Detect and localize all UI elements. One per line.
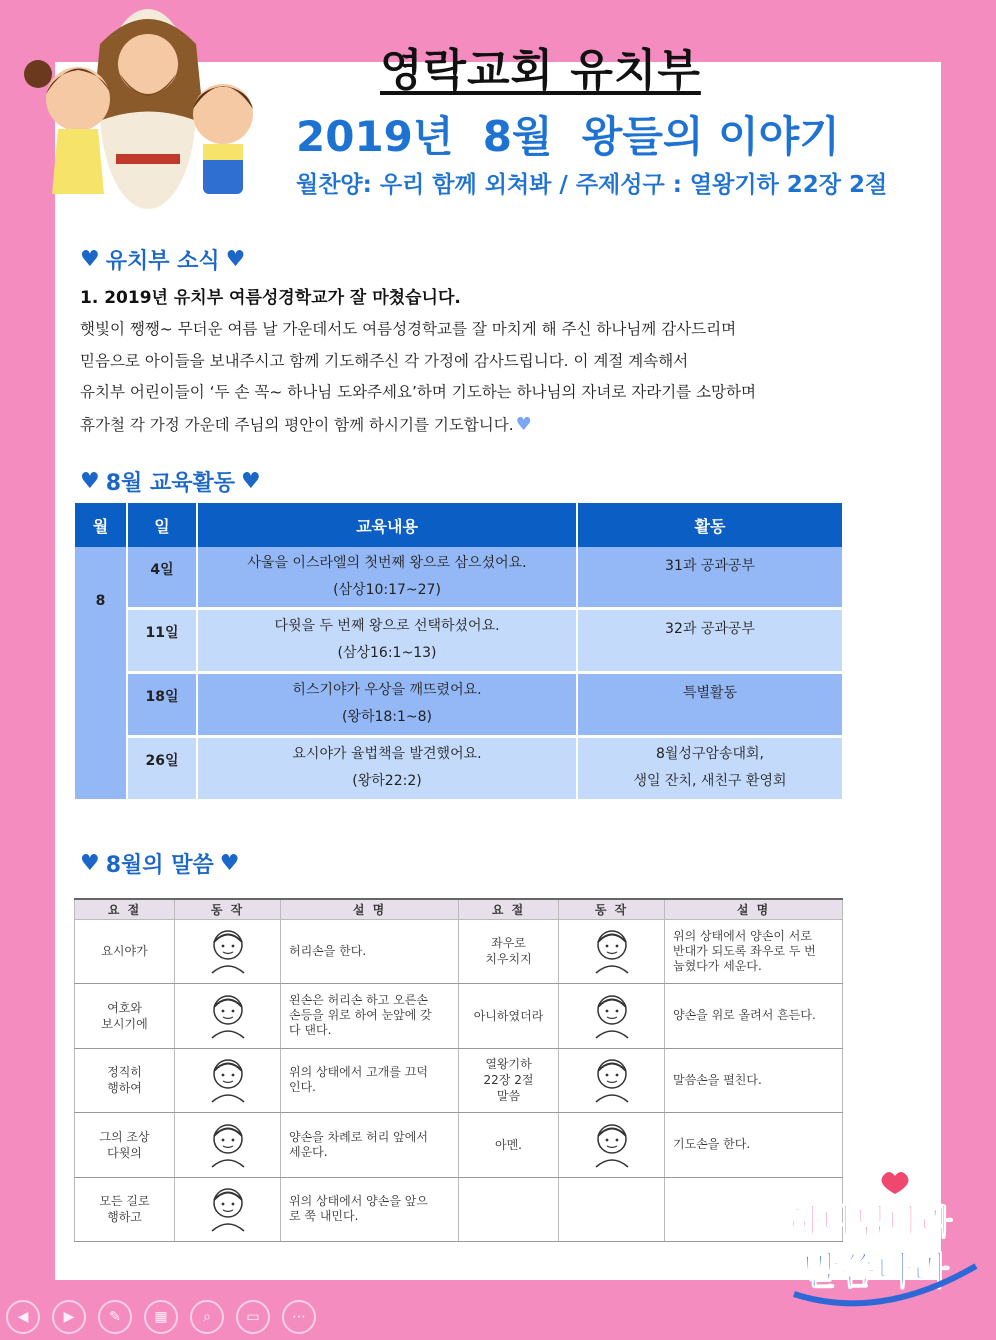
table-row [75,1048,843,1113]
page-title: 영락교회 유치부 [380,45,701,96]
description-cell: 양손을 위로 올려서 흔든다. [665,984,843,1049]
col-header-activity: 활동 [577,503,842,547]
activity-cell: 특별활동 [577,672,842,736]
verse-cell: 좌우로 치우치지 [459,919,559,984]
day-cell: 26일 [127,736,197,800]
col-header-content: 교육내용 [197,503,577,547]
pen-icon[interactable]: ✎ [98,1300,132,1334]
verse-cell: 아멘. [459,1113,559,1178]
table-row [75,547,842,608]
description-cell: 위의 상태에서 양손을 앞으 로 쭉 내민다. [281,1177,459,1242]
education-heading [80,466,261,497]
col-header-description: 설 명 [281,899,459,919]
verse-cell: 여호와 보시기에 [75,984,175,1049]
table-row [75,672,842,736]
heart-icon: ♥ [515,413,532,435]
more-icon[interactable]: ⋯ [282,1300,316,1334]
content-cell: 히스기야가 우상을 깨뜨렸어요. (왕하18:1~8) [197,672,577,736]
news-heading-label: 유치부 소식 [105,249,220,274]
prev-icon[interactable]: ◀ [6,1300,40,1334]
day-cell: 4일 [127,547,197,608]
slides-icon[interactable]: ▦ [144,1300,178,1334]
gesture-figure-icon [198,1119,258,1171]
content-cell: 다윗을 두 번째 왕으로 선택하셨어요. (삼상16:1~13) [197,608,577,672]
day-cell: 18일 [127,672,197,736]
gesture-figure-icon [582,990,642,1042]
education-heading-label: 8월 교육활동 [105,471,235,496]
slide-nav [6,1300,316,1334]
news-line: 휴가철 각 가정 가운데 주님의 평안이 함께 하시기를 기도합니다. ♥ [80,409,900,442]
table-row [75,984,843,1049]
gesture-figure-icon [582,925,642,977]
verse-cell: 그의 조상 다윗의 [75,1113,175,1178]
description-cell: 위의 상태에서 양손이 서로 반대가 되도록 좌우로 두 번 눕혔다가 세운다. [665,919,843,984]
description-cell: 양손을 차례로 허리 앞에서 세운다. [281,1113,459,1178]
heart-icon: ♥ [80,851,100,876]
month-cell: 8 [75,547,127,800]
news-line: 믿음으로 아이들을 보내주시고 함께 기도해주신 각 가정에 감사드립니다. 이 계절 계속해서 [80,351,689,370]
table-row [75,1177,843,1242]
col-header-verse: 요 절 [75,899,175,919]
news-body [80,314,900,441]
words-table [74,898,843,1242]
col-header-description: 설 명 [665,899,843,919]
table-row [75,736,842,800]
next-icon[interactable]: ▶ [52,1300,86,1334]
description-cell: 말씀손을 펼친다. [665,1048,843,1113]
gesture-figure-icon [582,1119,642,1171]
content-cell: 사울을 이스라엘의 첫번째 왕으로 삼으셨어요. (삼상10:17~27) [197,547,577,608]
table-row [75,1113,843,1178]
verse-cell: 아니하였더라 [459,984,559,1049]
action-cell [175,984,281,1049]
content-cell: 요시야가 율법책을 발견했어요. (왕하22:2) [197,736,577,800]
kids-illustration [8,4,270,214]
words-heading-label: 8월의 말씀 [105,853,214,878]
description-cell: 왼손은 허리손 하고 오른손 손등을 위로 하여 눈앞에 갖 다 댄다. [281,984,459,1049]
col-header-action: 동 작 [559,899,665,919]
verse-cell: 요시야가 [75,919,175,984]
description-cell: 위의 상태에서 고개를 끄덕 인다. [281,1048,459,1113]
svg-text:하나님나라: 하나님나라 [788,1203,953,1243]
heart-icon: ♥ [219,851,240,876]
theme-line: 월찬양: 우리 함께 외쳐봐 / 주제성구 : 열왕기하 22장 2절 [296,172,888,198]
news-heading [80,244,245,275]
action-cell [559,919,665,984]
action-cell [175,1113,281,1178]
heart-icon: ♥ [225,247,246,272]
page-subtitle: 2019년 8월 왕들의 이야기 [296,112,840,161]
zoom-icon[interactable]: ⌕ [190,1300,224,1334]
action-cell [559,1177,665,1242]
brand-logo [780,1162,985,1322]
description-cell: 기도손을 한다. [665,1113,843,1178]
col-header-action: 동 작 [175,899,281,919]
activity-cell: 8월성구암송대회, 생일 잔치, 새친구 환영회 [577,736,842,800]
screen-icon[interactable]: ▭ [236,1300,270,1334]
activity-cell: 32과 공과공부 [577,608,842,672]
col-header-day: 일 [127,503,197,547]
action-cell [559,984,665,1049]
news-item-title: 1. 2019년 유치부 여름성경학교가 잘 마쳤습니다. [80,288,461,308]
description-cell: 허리손을 한다. [281,919,459,984]
table-row [75,919,843,984]
table-row [75,608,842,672]
activity-cell: 31과 공과공부 [577,547,842,608]
news-line: 유치부 어린이들이 ‘두 손 꼭~ 하나님 도와주세요’하며 기도하는 하나님의 자녀로 자라기를 소망하며 [80,383,756,401]
gesture-figure-icon [198,990,258,1042]
gesture-figure-icon [198,1183,258,1235]
action-cell [175,1177,281,1242]
heart-icon: ♥ [80,469,100,494]
table-header-row [75,899,843,919]
education-table [75,503,842,802]
words-heading [80,848,239,879]
gesture-figure-icon [582,1054,642,1106]
action-cell [559,1048,665,1113]
heart-icon: ♥ [240,469,261,494]
gesture-figure-icon [198,925,258,977]
table-header-row [75,503,842,547]
verse-cell [459,1177,559,1242]
verse-cell: 모든 길로 행하고 [75,1177,175,1242]
gesture-figure-icon [198,1054,258,1106]
col-header-verse: 요 절 [459,899,559,919]
action-cell [559,1113,665,1178]
action-cell [175,919,281,984]
col-header-month: 월 [75,503,127,547]
news-line: 햇빛이 쨍쨍~ 무더운 여름 날 가운데서도 여름성경학교를 잘 마치게 해 주신 하나님께 감사드리며 [80,320,737,338]
verse-cell: 열왕기하 22장 2절 말씀 [459,1048,559,1113]
svg-text:말씀나라: 말씀나라 [802,1249,949,1293]
action-cell [175,1048,281,1113]
heart-icon: ♥ [80,247,100,272]
day-cell: 11일 [127,608,197,672]
verse-cell: 정직히 행하여 [75,1048,175,1113]
